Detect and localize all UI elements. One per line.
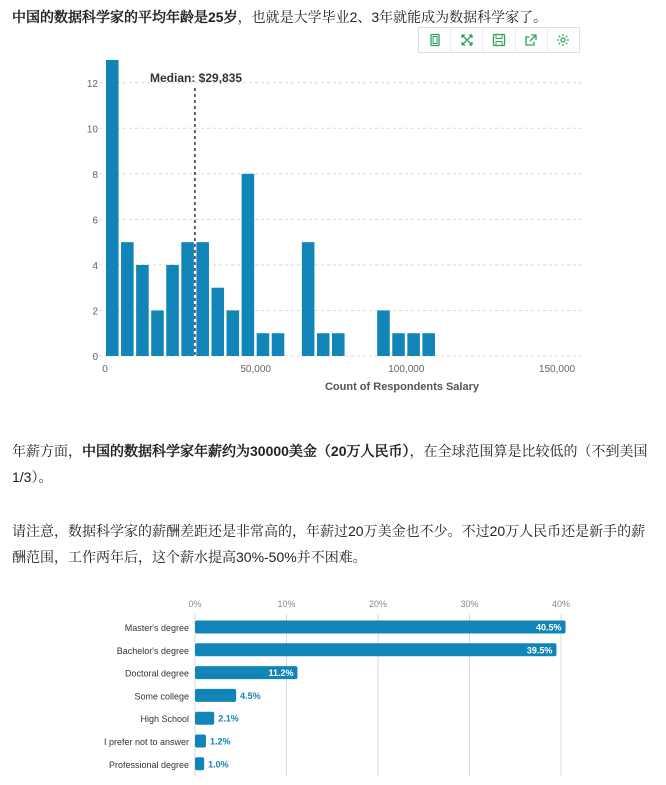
- histogram-x-tick-label: 100,000: [388, 364, 425, 375]
- bar-chart-x-tick-label: 30%: [460, 599, 479, 609]
- paragraph-salary-rest: ，在全球范围算是比较低的（不到美国1/3）。: [12, 443, 648, 485]
- histogram-y-tick-label: 12: [86, 78, 98, 90]
- expand-icon: [460, 33, 474, 47]
- histogram-bar: [151, 310, 164, 356]
- share-icon: [524, 33, 538, 47]
- histogram-x-tick-label: 150,000: [538, 364, 576, 375]
- histogram-bar: [196, 242, 209, 356]
- histogram-x-tick-label: 50,000: [240, 364, 271, 375]
- bar-chart-bar: [195, 735, 206, 748]
- histogram-bar: [166, 265, 179, 356]
- expand-button[interactable]: [451, 28, 483, 52]
- histogram-bar: [302, 242, 315, 356]
- save-icon: [492, 33, 506, 47]
- paragraph-salary-bold: 中国的数据科学家年薪约为30000美金（20万人民币）: [82, 443, 410, 459]
- histogram-x-tick-label: 0: [102, 364, 108, 375]
- paragraph-age-bold: 中国的数据科学家的平均年龄是25岁: [12, 9, 238, 25]
- bar-chart-category-label: Bachelor's degree: [116, 645, 189, 656]
- histogram-y-ticks: [87, 79, 99, 363]
- histogram-bar: [332, 333, 345, 356]
- bar-chart-category-label: Master's degree: [124, 623, 189, 633]
- bar-chart-bar: [195, 643, 556, 656]
- paragraph-salary-pre: 年薪方面，: [12, 443, 82, 459]
- bar-chart-category-label: I prefer not to answer: [103, 737, 189, 747]
- bar-chart-category-label: Some college: [134, 691, 189, 702]
- bar-chart-category-label: High School: [140, 714, 189, 725]
- histogram-x-ticks: [102, 364, 575, 375]
- bar-chart-x-tick-label: 40%: [551, 599, 571, 609]
- bar-chart-bar: [195, 712, 214, 725]
- bar-chart-value-label: 1.2%: [209, 736, 231, 747]
- histogram-y-tick-label: 6: [92, 215, 98, 227]
- bar-chart-value-label: 2.1%: [218, 713, 239, 724]
- bar-chart-bar: [195, 757, 204, 770]
- paragraph-salary-gap: 请注意，数据科学家的薪酬差距还是非常高的，年薪过20万美金也不少。不过20万人民币还是新手的薪酬范围，工作两年后，这个薪水提高30%-50%并不困难。: [12, 523, 646, 565]
- copy-icon: [428, 33, 442, 47]
- histogram-bar: [257, 333, 270, 356]
- histogram-x-axis-label: Count of Respondents Salary: [324, 381, 480, 393]
- bar-chart-category-label: Professional degree: [108, 759, 189, 770]
- histogram-bar: [392, 333, 405, 356]
- histogram-bar: [422, 333, 435, 356]
- histogram-bar: [211, 288, 224, 356]
- histogram-bars: [106, 60, 435, 356]
- paragraph-age-rest: ，也就是大学毕业2、3年就能成为数据科学家了。: [237, 9, 548, 25]
- histogram-bar: [272, 333, 285, 356]
- settings-icon: [556, 33, 570, 47]
- bar-chart-value-label: 4.5%: [240, 690, 261, 701]
- settings-button[interactable]: [548, 28, 579, 52]
- bar-chart-value-label: 39.5%: [526, 645, 553, 656]
- histogram-y-tick-label: 2: [92, 306, 98, 318]
- histogram-bar: [377, 310, 390, 356]
- histogram-y-tick-label: 10: [86, 124, 98, 136]
- histogram-y-tick-label: 4: [92, 260, 98, 272]
- share-button[interactable]: [516, 28, 548, 52]
- bar-chart-bar: [195, 689, 236, 702]
- education-bar-chart: [0, 590, 666, 780]
- histogram-bar: [121, 242, 134, 356]
- bar-chart-category-label: Doctoral degree: [124, 668, 189, 679]
- histogram-bar: [106, 60, 119, 356]
- paragraph-salary: [12, 438, 656, 490]
- histogram-bar: [407, 333, 420, 356]
- bar-chart-x-tick-label: 0%: [188, 599, 202, 609]
- salary-histogram: [0, 50, 666, 395]
- median-annotation: Median: $29,835: [150, 71, 243, 85]
- bar-chart-bar: [195, 621, 566, 634]
- histogram-bar: [181, 242, 194, 356]
- histogram-bar: [242, 174, 255, 356]
- bar-chart-x-tick-label: 20%: [368, 599, 388, 609]
- bar-chart-value-label: 11.2%: [268, 668, 294, 679]
- histogram-bar: [227, 310, 240, 356]
- histogram-bar: [136, 265, 149, 356]
- bar-chart-categories: [104, 623, 189, 770]
- bar-chart-value-label: 1.0%: [208, 759, 229, 770]
- bar-chart-x-ticks: [188, 599, 570, 609]
- save-button[interactable]: [483, 28, 515, 52]
- histogram-bar: [317, 333, 330, 356]
- histogram-y-tick-label: 0: [92, 352, 98, 363]
- histogram-y-tick-label: 8: [92, 169, 98, 181]
- bar-chart-value-label: 40.5%: [536, 622, 562, 633]
- bar-chart-x-tick-label: 10%: [277, 599, 296, 609]
- copy-button[interactable]: [419, 28, 451, 52]
